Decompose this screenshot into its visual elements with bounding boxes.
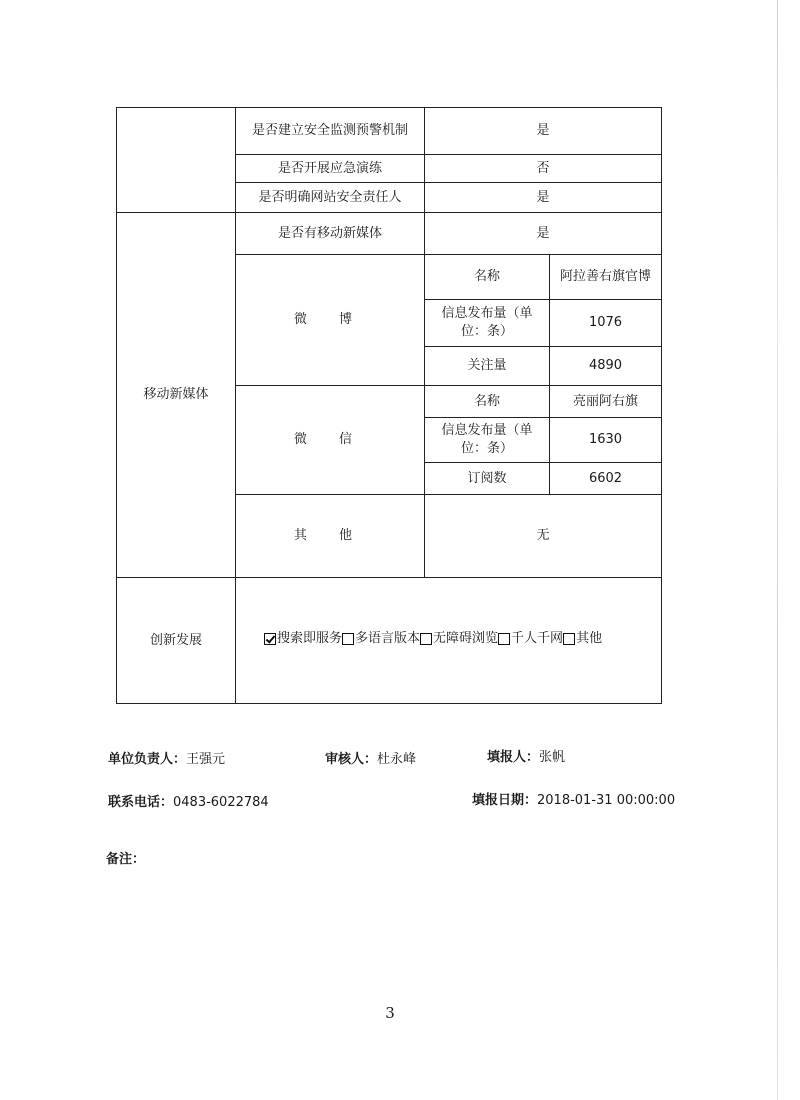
weibo-followers-label: 关注量 xyxy=(425,347,550,386)
wechat-label: 微 信 xyxy=(236,386,425,495)
section-cell-empty xyxy=(117,108,236,213)
table-row xyxy=(117,213,662,255)
responsible-label: 是否明确网站安全责任人 xyxy=(236,183,425,213)
checked-checkbox-icon[interactable] xyxy=(264,633,276,645)
page-number: 3 xyxy=(385,1004,395,1022)
other-value: 无 xyxy=(425,495,662,578)
wechat-name-value: 亮丽阿右旗 xyxy=(550,386,662,418)
option-search-service[interactable]: 搜索即服务 xyxy=(264,630,342,648)
wechat-subscribers-value: 6602 xyxy=(550,463,662,495)
weibo-posts-label: 信息发布量（单位：条） xyxy=(425,300,550,347)
remark: 备注： xyxy=(106,852,146,867)
weibo-label: 微 博 xyxy=(236,255,425,386)
fill-date: 填报日期：2018-01-31 00:00:00 xyxy=(472,793,676,808)
checkbox-icon[interactable] xyxy=(498,633,510,645)
monitor-value: 是 xyxy=(425,108,662,155)
option-multilingual[interactable]: 多语言版本 xyxy=(342,630,420,648)
monitor-label: 是否建立安全监测预警机制 xyxy=(236,108,425,155)
wechat-posts-value: 1630 xyxy=(550,418,662,463)
date-value: 2018-01-31 00:00:00 xyxy=(537,793,676,808)
phone-value: 0483-6022784 xyxy=(173,795,269,810)
reviewer: 审核人：杜永峰 xyxy=(325,752,417,767)
wechat-subscribers-label: 订阅数 xyxy=(425,463,550,495)
option-personalized[interactable]: 千人千网 xyxy=(498,630,563,648)
has-mobile-label: 是否有移动新媒体 xyxy=(236,213,425,255)
checkbox-icon[interactable] xyxy=(342,633,354,645)
innovation-label: 创新发展 xyxy=(117,578,236,704)
contact-phone: 联系电话：0483-6022784 xyxy=(108,795,269,810)
drill-value: 否 xyxy=(425,155,662,183)
checkbox-icon[interactable] xyxy=(420,633,432,645)
other-label: 其 他 xyxy=(236,495,425,578)
scan-edge xyxy=(777,0,778,1100)
filler-value: 张帆 xyxy=(539,750,566,765)
option-accessibility[interactable]: 无障碍浏览 xyxy=(420,630,498,648)
checkbox-icon[interactable] xyxy=(563,633,575,645)
responsible-value: 是 xyxy=(425,183,662,213)
weibo-followers-value: 4890 xyxy=(550,347,662,386)
unit-head-value: 王强元 xyxy=(186,752,226,767)
drill-label: 是否开展应急演练 xyxy=(236,155,425,183)
wechat-name-label: 名称 xyxy=(425,386,550,418)
filler: 填报人：张帆 xyxy=(487,750,566,765)
mobile-section-label: 移动新媒体 xyxy=(117,213,236,578)
weibo-name-value: 阿拉善右旗官博 xyxy=(550,255,662,300)
reviewer-value: 杜永峰 xyxy=(377,752,417,767)
table-row xyxy=(117,578,662,704)
report-table xyxy=(116,107,662,704)
table-row xyxy=(117,108,662,155)
innovation-options xyxy=(236,578,662,704)
option-other[interactable]: 其他 xyxy=(563,630,602,648)
weibo-name-label: 名称 xyxy=(425,255,550,300)
has-mobile-value: 是 xyxy=(425,213,662,255)
wechat-posts-label: 信息发布量（单位：条） xyxy=(425,418,550,463)
unit-head: 单位负责人：王强元 xyxy=(108,752,226,767)
weibo-posts-value: 1076 xyxy=(550,300,662,347)
